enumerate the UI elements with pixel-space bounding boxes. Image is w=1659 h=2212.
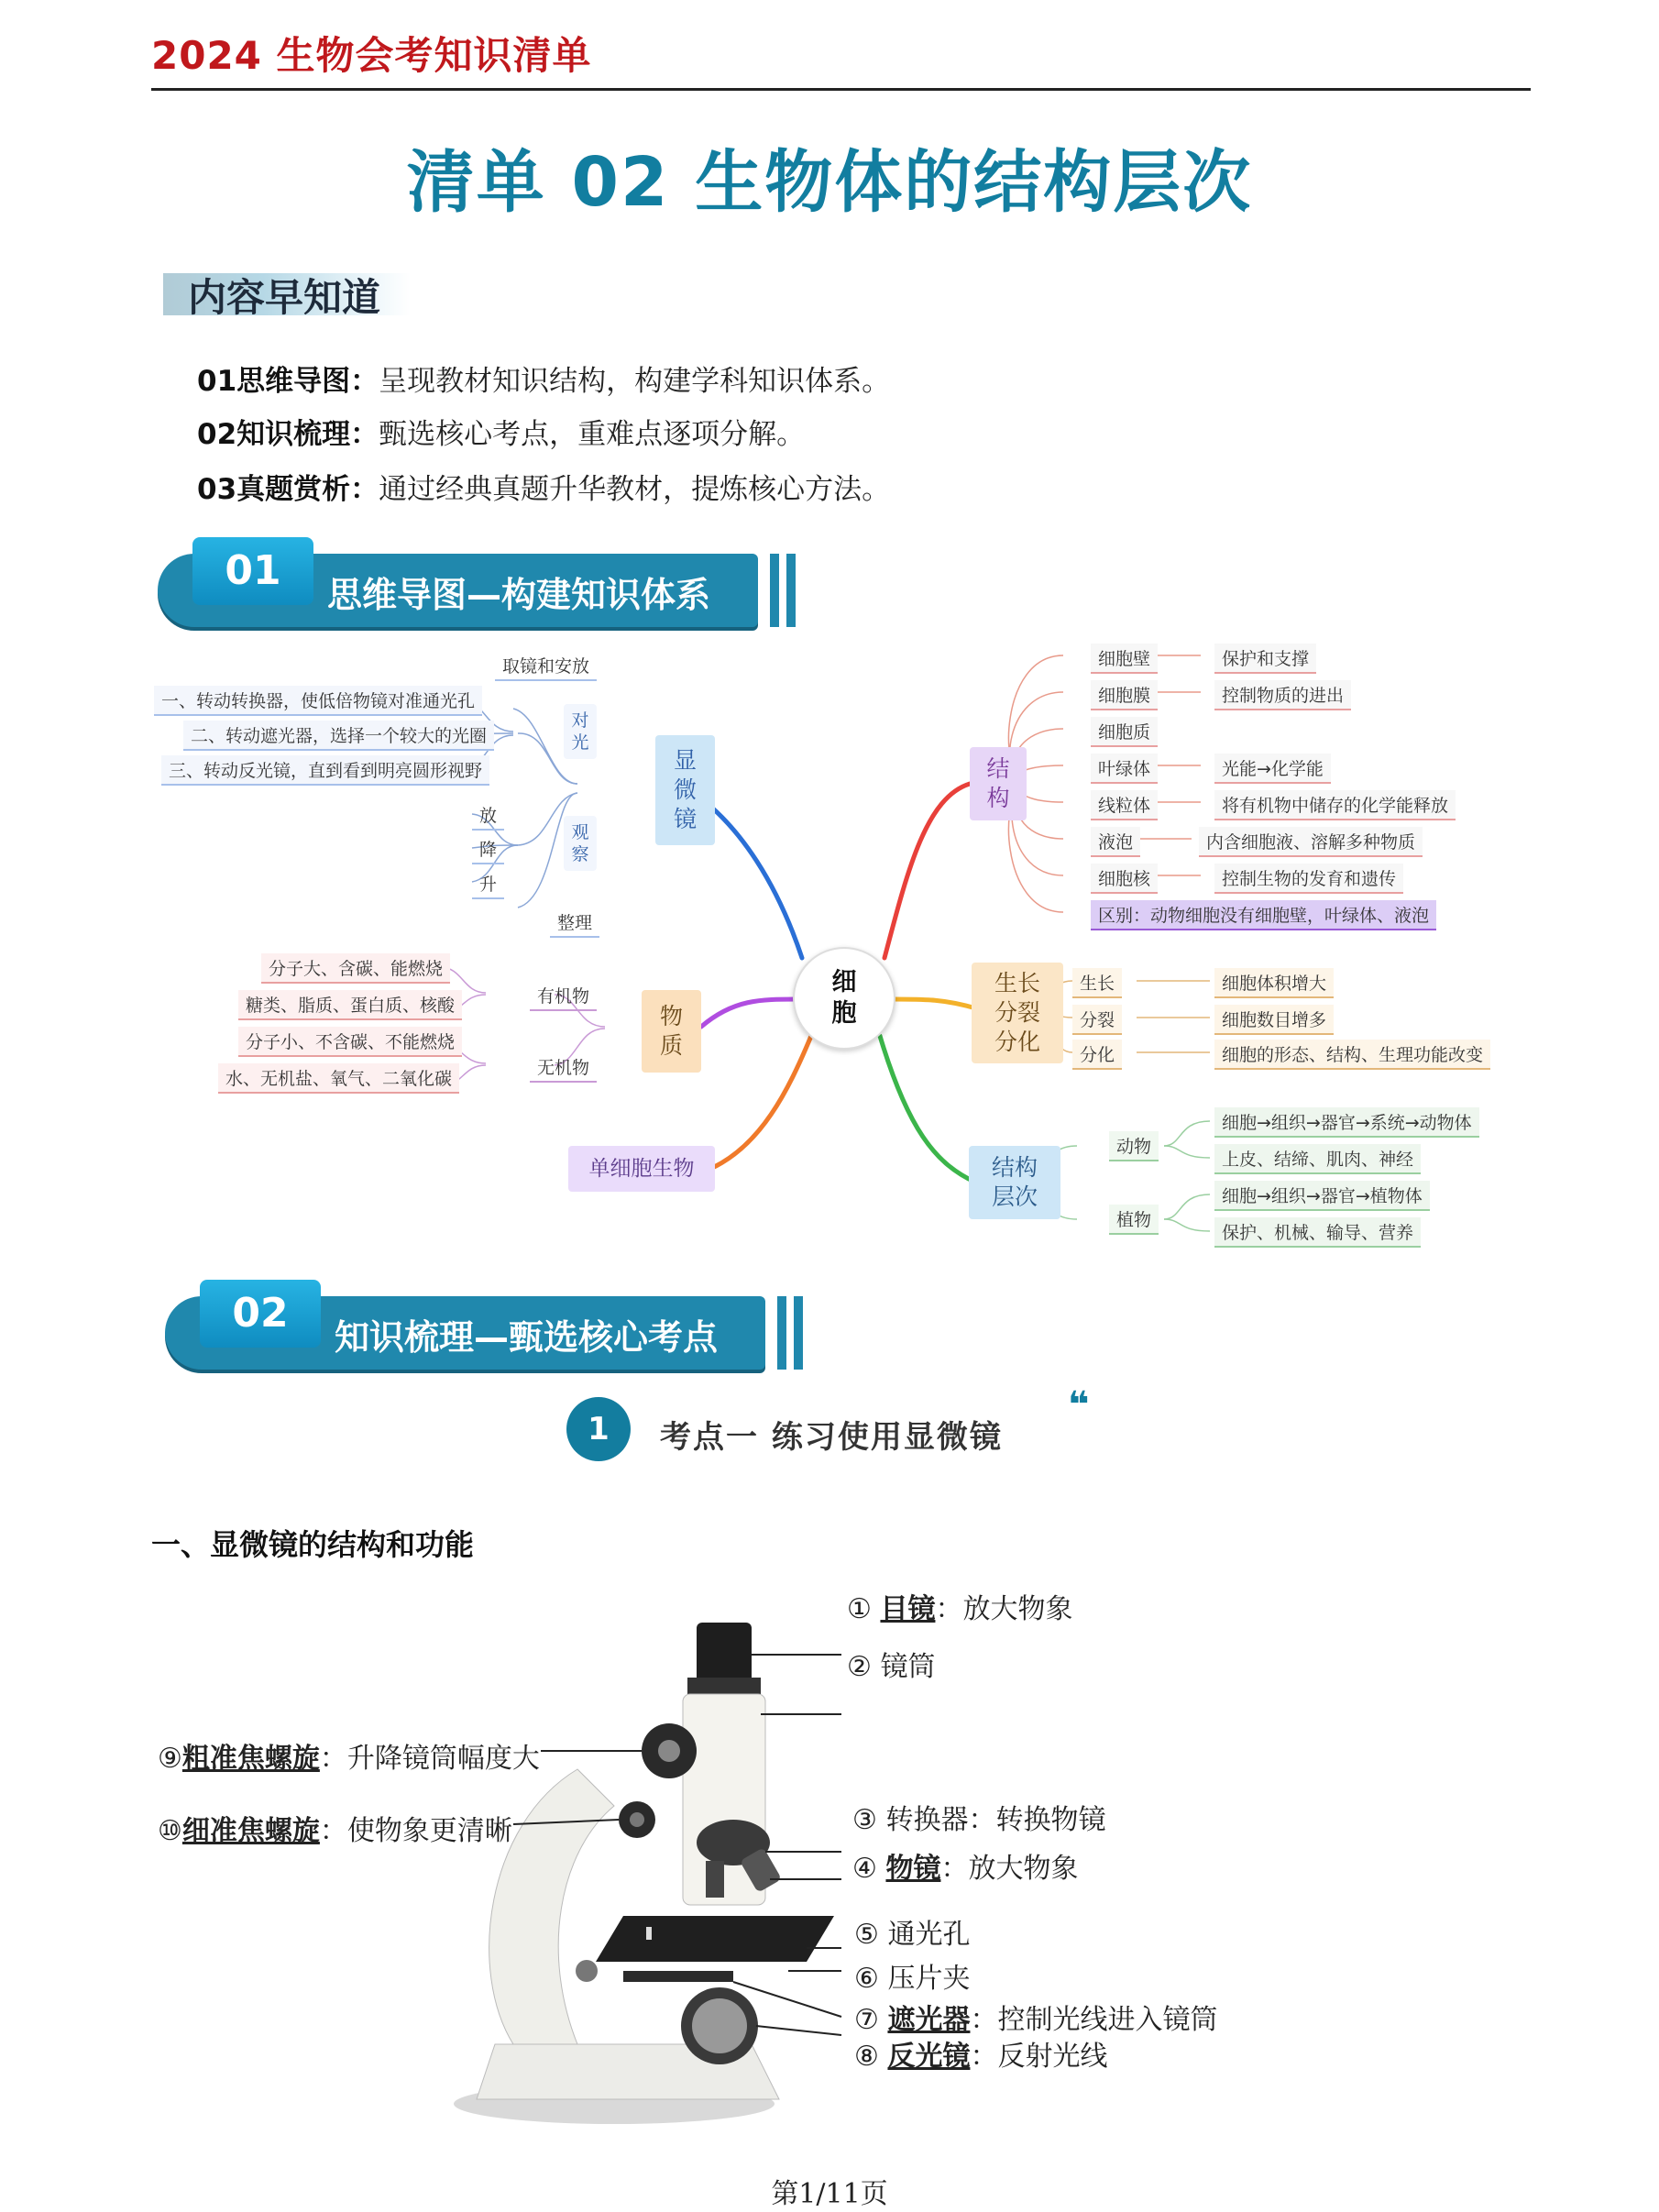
overview-item bbox=[197, 358, 890, 399]
page-number: 第1/11页 bbox=[771, 2178, 888, 2210]
label-desc: ：放大物象 bbox=[935, 1593, 1073, 1625]
header-title: 2024 生物会考知识清单 bbox=[151, 33, 592, 78]
mind-map-center: 细 胞 bbox=[793, 947, 895, 1050]
label-aperture bbox=[854, 1911, 970, 1952]
node-growth-item: 分化 bbox=[1072, 1040, 1122, 1070]
node-growth-item: 分裂 bbox=[1072, 1005, 1122, 1035]
overview-item-text: 呈现教材知识结构，构建学科知识体系。 bbox=[379, 365, 891, 398]
node-organic: 有机物 bbox=[530, 981, 597, 1011]
mind-map bbox=[147, 633, 1540, 1265]
node-plant: 植物 bbox=[1109, 1205, 1159, 1235]
branch-structure: 结 构 bbox=[970, 747, 1027, 820]
section-banner-mindmap bbox=[158, 547, 799, 625]
subsection-title: 一、显微镜的结构和功能 bbox=[151, 1527, 475, 1562]
label-desc: ：控制光线进入镜筒 bbox=[970, 2004, 1218, 2036]
label-name: 物镜 bbox=[885, 1853, 941, 1885]
node-cell-part: 液泡 bbox=[1091, 827, 1140, 857]
label-desc: ：反射光线 bbox=[970, 2041, 1108, 2073]
node-observe-step: 升 bbox=[472, 869, 504, 899]
node-cell-part-desc: 内含细胞液、溶解多种物质 bbox=[1199, 827, 1423, 857]
node-light-step: 二、转动遮光器，选择一个较大的光圈 bbox=[183, 721, 494, 751]
label-name: 镜筒 bbox=[880, 1651, 936, 1683]
label-converter bbox=[852, 1797, 1105, 1837]
label-name: 压片夹 bbox=[887, 1963, 971, 1995]
label-desc: ：升降镜筒幅度大 bbox=[319, 1743, 540, 1775]
node-growth-item: 生长 bbox=[1072, 968, 1122, 998]
overview-item-text: 通过经典真题升华教材，提炼核心方法。 bbox=[379, 473, 891, 506]
node-light-step: 三、转动反光镜，直到看到明亮圆形视野 bbox=[161, 755, 489, 786]
branch-levels: 结构 层次 bbox=[969, 1146, 1060, 1219]
label-desc: ：放大物象 bbox=[940, 1853, 1079, 1885]
node-plant-desc: 保护、机械、输导、营养 bbox=[1214, 1217, 1421, 1248]
node-observe-step: 放 bbox=[472, 800, 504, 831]
keypoint-number: 1 bbox=[566, 1397, 631, 1461]
banner-number: 02 bbox=[200, 1280, 321, 1348]
node-take-place: 取镜和安放 bbox=[495, 651, 597, 681]
node-observe: 观 察 bbox=[564, 816, 597, 871]
node-cell-part: 细胞质 bbox=[1091, 717, 1158, 747]
label-objective bbox=[852, 1845, 1078, 1886]
node-cell-part: 细胞壁 bbox=[1091, 644, 1158, 674]
node-cell-difference: 区别：动物细胞没有细胞壁，叶绿体、液泡 bbox=[1091, 900, 1436, 930]
label-number: ④ bbox=[852, 1853, 877, 1885]
label-number: ⑥ bbox=[854, 1963, 879, 1995]
header-divider bbox=[151, 88, 1531, 91]
node-animal-desc: 细胞→组织→器官→系统→动物体 bbox=[1214, 1107, 1479, 1138]
label-clip bbox=[854, 1955, 970, 1996]
label-name: 粗准焦螺旋 bbox=[181, 1743, 320, 1775]
label-number: ⑨ bbox=[158, 1743, 182, 1775]
label-eyepiece bbox=[847, 1586, 1072, 1626]
label-coarse-focus bbox=[158, 1735, 540, 1776]
node-animal-desc: 上皮、结缔、肌肉、神经 bbox=[1214, 1144, 1421, 1174]
label-name: 转换器 bbox=[885, 1804, 969, 1836]
branch-unicellular: 单细胞生物 bbox=[568, 1146, 715, 1192]
node-inorganic-desc: 分子小、不含碳、不能燃烧 bbox=[238, 1027, 462, 1057]
keypoint-title: 考点一 练习使用显微镜 bbox=[660, 1419, 1003, 1456]
branch-growth: 生长 分裂 分化 bbox=[972, 963, 1063, 1063]
banner-bar bbox=[786, 554, 796, 627]
branch-microscope: 显 微 镜 bbox=[655, 735, 715, 845]
branch-matter: 物 质 bbox=[642, 990, 701, 1073]
node-plant-desc: 细胞→组织→器官→植物体 bbox=[1214, 1181, 1430, 1211]
label-name: 细准焦螺旋 bbox=[181, 1815, 320, 1847]
node-cell-part-desc: 光能→化学能 bbox=[1214, 754, 1331, 784]
label-tube bbox=[847, 1644, 935, 1684]
banner-number: 01 bbox=[192, 537, 313, 605]
label-fine-focus bbox=[158, 1808, 512, 1848]
node-cell-part: 叶绿体 bbox=[1091, 754, 1158, 784]
node-inorganic: 无机物 bbox=[530, 1052, 597, 1083]
node-light-step: 一、转动转换器，使低倍物镜对准通光孔 bbox=[154, 686, 482, 716]
microscope-illustration bbox=[403, 1586, 880, 2136]
label-name: 遮光器 bbox=[887, 2004, 971, 2036]
node-organic-desc: 糖类、脂质、蛋白质、核酸 bbox=[238, 990, 462, 1020]
node-cell-part: 细胞膜 bbox=[1091, 680, 1158, 710]
label-name: 反光镜 bbox=[887, 2041, 971, 2073]
label-number: ② bbox=[847, 1651, 872, 1683]
label-number: ⑤ bbox=[854, 1919, 879, 1951]
overview-item-label: 02知识梳理： bbox=[197, 418, 379, 451]
node-cell-part-desc: 控制生物的发育和遗传 bbox=[1214, 864, 1403, 894]
label-number: ⑧ bbox=[854, 2041, 879, 2073]
label-diaphragm bbox=[854, 1997, 1217, 2037]
banner-bar bbox=[770, 554, 779, 627]
document-title: 清单 02 生物体的结构层次 bbox=[406, 143, 1253, 222]
label-desc: ：使物象更清晰 bbox=[319, 1815, 512, 1847]
node-cell-part-desc: 控制物质的进出 bbox=[1214, 680, 1351, 710]
label-desc: ：转换物镜 bbox=[968, 1804, 1106, 1836]
banner-title: 思维导图—构建知识体系 bbox=[327, 575, 711, 615]
label-number: ⑦ bbox=[854, 2004, 879, 2036]
label-number: ⑩ bbox=[158, 1815, 182, 1847]
node-light-adjust: 对 光 bbox=[564, 704, 597, 759]
label-name: 通光孔 bbox=[887, 1919, 971, 1951]
node-cell-part: 线粒体 bbox=[1091, 790, 1158, 820]
overview-item bbox=[197, 466, 890, 507]
node-tidy: 整理 bbox=[550, 908, 599, 938]
node-observe-step: 降 bbox=[472, 834, 504, 864]
node-cell-part-desc: 将有机物中储存的化学能释放 bbox=[1214, 790, 1456, 820]
node-organic-desc: 分子大、含碳、能燃烧 bbox=[261, 953, 450, 984]
node-growth-desc: 细胞数目增多 bbox=[1214, 1005, 1334, 1035]
label-mirror bbox=[854, 2033, 1107, 2074]
overview-item bbox=[197, 411, 805, 452]
node-growth-desc: 细胞体积增大 bbox=[1214, 968, 1334, 998]
label-number: ③ bbox=[852, 1804, 877, 1836]
overview-item-label: 03真题赏析： bbox=[197, 473, 379, 506]
node-cell-part-desc: 保护和支撑 bbox=[1214, 644, 1316, 674]
banner-title: 知识梳理—甄选核心考点 bbox=[335, 1317, 719, 1358]
node-growth-desc: 细胞的形态、结构、生理功能改变 bbox=[1214, 1040, 1490, 1070]
node-cell-part: 细胞核 bbox=[1091, 864, 1158, 894]
overview-item-text: 甄选核心考点，重难点逐项分解。 bbox=[379, 418, 806, 451]
banner-bar bbox=[777, 1296, 786, 1370]
node-inorganic-desc: 水、无机盐、氧气、二氧化碳 bbox=[218, 1063, 459, 1094]
node-animal: 动物 bbox=[1109, 1131, 1159, 1161]
label-name: 目镜 bbox=[880, 1593, 936, 1625]
overview-heading: 内容早知道 bbox=[188, 275, 381, 320]
section-banner-knowledge bbox=[165, 1290, 807, 1368]
overview-item-label: 01思维导图： bbox=[197, 365, 379, 398]
banner-bar bbox=[794, 1296, 803, 1370]
quote-icon: ❝ bbox=[1068, 1384, 1090, 1426]
label-number: ① bbox=[847, 1593, 872, 1625]
